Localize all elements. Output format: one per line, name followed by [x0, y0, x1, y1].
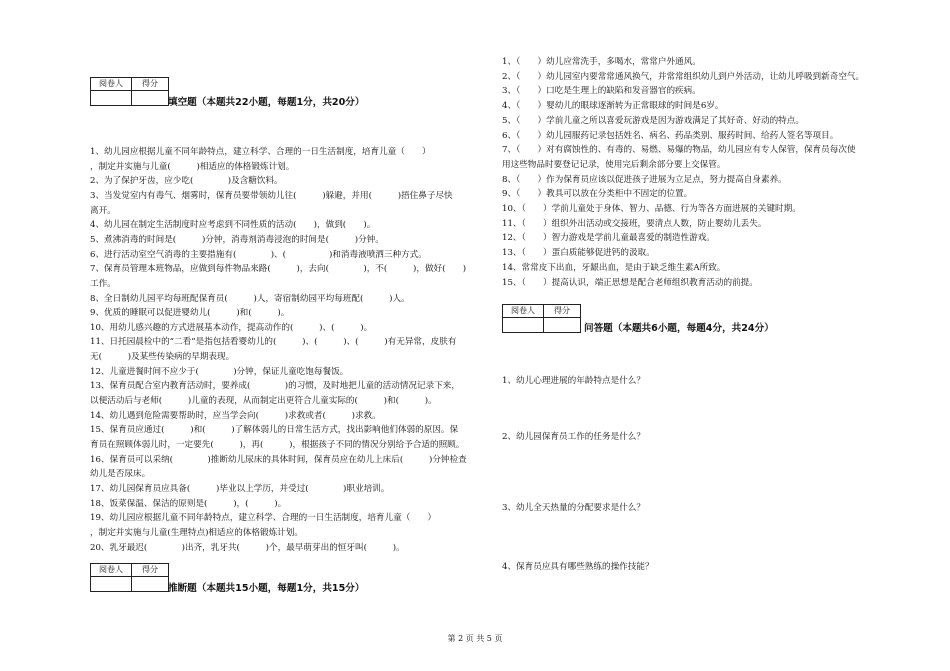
fill-question-line: 11、日托园晨检中的“二看”是指包括看婴幼儿的( )、( )、( )有无异常，皮肤有 — [90, 337, 457, 348]
judge-question-line: 10、（ ）学前儿童处于身体、智力、品德、行为等各方面进展的关键时期。 — [502, 204, 801, 214]
fill-question-line: 10、用幼儿感兴趣的方式进展基本动作，提高动作的( )、( )。 — [90, 322, 373, 333]
fill-question-line: 3、当发觉室内有毒气、烟雾时，保育员要带领幼儿往( )躲避，并用( )捂住鼻子尽快 — [90, 190, 453, 201]
score-box-judge — [90, 563, 169, 592]
fill-question-line: 17、幼儿园保育员应具备( )毕业以上学历，并受过( )职业培训。 — [90, 483, 390, 494]
reviewer-cell[interactable] — [503, 318, 544, 333]
judge-question-line: 14、常常皮下出血，牙龈出血，是由于缺乏维生素A所致。 — [502, 262, 726, 273]
fill-question-line: 无( )及某些传染病的早期表现。 — [90, 352, 235, 363]
score-label: 得分 — [132, 78, 169, 91]
fill-question-line: 18、饭菜保温、保洁的原则是( )，( )。 — [90, 498, 287, 509]
fill-question-line: ，制定并实施与儿童( )相适应的体格锻炼计划。 — [90, 161, 295, 172]
fill-question-line: 15、保育员应通过( )和( )了解体弱儿的日常生活方式，找出影响他们体弱的原因。保 — [90, 425, 459, 436]
fill-question-line: 以便活动后与老师( )儿童的表现，从而制定出更符合儿童实际的( )和( )。 — [90, 396, 437, 407]
fill-question-line: 13、保育员配合室内教育活动时，要养成( )的习惯，及时地把儿童的活动情况记录下来， — [90, 381, 460, 392]
judge-question-line: 2、（ ）幼儿园室内要常常通风换气，并常常组织幼儿到户外活动，让幼儿呼吸到新奇空气。 — [502, 71, 865, 82]
page-footer: 第 2 页 共 5 页 — [447, 634, 503, 643]
fill-section-title: 填空题（本题共22小题，每题1分，共20分） — [168, 97, 365, 108]
judge-question-line: 1、（ ）幼儿应常洗手，多喝水，常常户外通风。 — [502, 57, 701, 67]
judge-question-line: 15、（ ）提高认识，端正思想是配合老师组织教育活动的前提。 — [502, 277, 758, 288]
reviewer-label: 阅卷人 — [503, 305, 544, 318]
judge-section-title: 推断题（本题共15小题，每题1分，共15分） — [168, 583, 365, 594]
fill-question-line: 幼儿是否尿床。 — [90, 469, 151, 480]
score-cell[interactable] — [544, 318, 581, 333]
score-label: 得分 — [132, 564, 169, 577]
fill-question-line: 12、儿童进餐时间不应少于( )分钟，保证儿童吃饱每餐饭。 — [90, 366, 349, 377]
score-box-qa — [502, 304, 581, 333]
fill-question-line: 4、幼儿园在制定生活制度时应考虑到不同性质的活动( )，做到( )。 — [90, 220, 376, 231]
score-label: 得分 — [544, 305, 581, 318]
judge-question-line: 9、（ ）教具可以放在分类柜中不固定的位置。 — [502, 189, 693, 200]
judge-question-line: 用这些物品时要登记记录，使用完后剩余部分要上交保管。 — [502, 159, 726, 170]
fill-question-line: 2、为了保护牙齿，应少吃( )及含糖饮料。 — [90, 176, 283, 187]
fill-question-line: 7、保育员管理本班物品，应做到每件物品来路( )，去向( )，不( )，做好( ) — [90, 264, 467, 275]
reviewer-label: 阅卷人 — [91, 564, 132, 577]
fill-question-line: 育员在照顾体弱儿时，一定要先( )，再( )，根据孩子不同的情况分别给予合适的照顾。 — [90, 440, 465, 450]
judge-question-line: 8、（ ）作为保育员应该以促进孩子进展为立足点，努力提高自身素养。 — [502, 174, 787, 185]
score-cell[interactable] — [132, 577, 169, 592]
judge-question-line: 6、（ ）幼儿园服药记录包括姓名、病名、药品类别、服药时间、给药人签名等项目。 — [502, 130, 839, 141]
fill-question-line: 19、幼儿园应根据儿童不同年龄特点，建立科学、合理的一日生活制度，培育儿童（ ） — [90, 513, 437, 524]
fill-question-line: 5、煮沸消毒的时间是( )分钟，消毒剂消毒浸泡的时间是( )分钟。 — [90, 234, 384, 245]
fill-question-line: 离开。 — [90, 205, 116, 216]
fill-question-line: ，制定并实施与儿童(生理特点)相适应的体格锻炼计划。 — [90, 527, 303, 538]
qa-question: 2、幼儿园保育员工作的任务是什么？ — [502, 432, 645, 442]
judge-question-line: 5、（ ）学前儿童之所以喜爱玩游戏是因为游戏满足了其好奇、好动的特点。 — [502, 115, 804, 126]
judge-question-line: 3、（ ）口吃是生理上的缺陷和发音器官的疾病。 — [502, 86, 701, 97]
qa-question: 1、幼儿心理进展的年龄特点是什么？ — [502, 376, 645, 386]
fill-question-line: 8、全日制幼儿园平均每班配保育员( )人，寄宿制幼园平均每班配( )人。 — [90, 293, 410, 304]
reviewer-cell[interactable] — [91, 577, 132, 592]
fill-question-line: 9、优质的睡眠可以促进婴幼儿( )和( )。 — [90, 308, 290, 319]
judge-question-line: 11、（ ）组织外出活动或交接班，要清点人数，防止婴幼儿丢失。 — [502, 218, 767, 229]
reviewer-cell[interactable] — [91, 91, 132, 106]
qa-question: 4、保育员应具有哪些熟练的操作技能？ — [502, 562, 654, 572]
judge-question-line: 12、（ ）智力游戏是学前儿童最喜爱的制造性游戏。 — [502, 233, 715, 244]
fill-question-line: 16、保育员可以采纳( )推断幼儿尿床的具体时间，保育员应在幼儿上床后( )分钟检查 — [90, 454, 467, 465]
judge-question-line: 4、（ ）婴幼儿的眼球逐渐转为正常眼球的时间是6岁。 — [502, 101, 724, 112]
fill-question-line: 6、进行活动室空气消毒的主要措施有( )、( )和消毒液喷洒三种方式。 — [90, 249, 427, 260]
judge-question-line: 13、（ ）蛋白质能够促进钙的汲取。 — [502, 248, 655, 259]
fill-question-line: 20、乳牙最迟( )出齐，乳牙共( )个，最早萌芽出的恒牙叫( )。 — [90, 542, 405, 553]
fill-question-line: 工作。 — [90, 278, 116, 289]
score-cell[interactable] — [132, 91, 169, 106]
reviewer-label: 阅卷人 — [91, 78, 132, 91]
judge-question-line: 7、（ ）对有腐蚀性的、有毒的、易燃、易爆的物品，幼儿园应有专人保管，保育员每次使 — [502, 145, 856, 156]
qa-section-title: 问答题（本题共6小题，每题4分，共24分） — [584, 323, 774, 334]
fill-question-line: 1、幼儿园应根据儿童不同年龄特点，建立科学、合理的一日生活制度，培育儿童（ ） — [90, 147, 431, 157]
qa-question: 3、幼儿全天热量的分配要求是什么？ — [502, 503, 645, 513]
fill-question-line: 14、幼儿遇到危险需要帮助时，应当学会向( )求救或者( )求救。 — [90, 410, 381, 421]
score-box-fill — [90, 77, 169, 106]
